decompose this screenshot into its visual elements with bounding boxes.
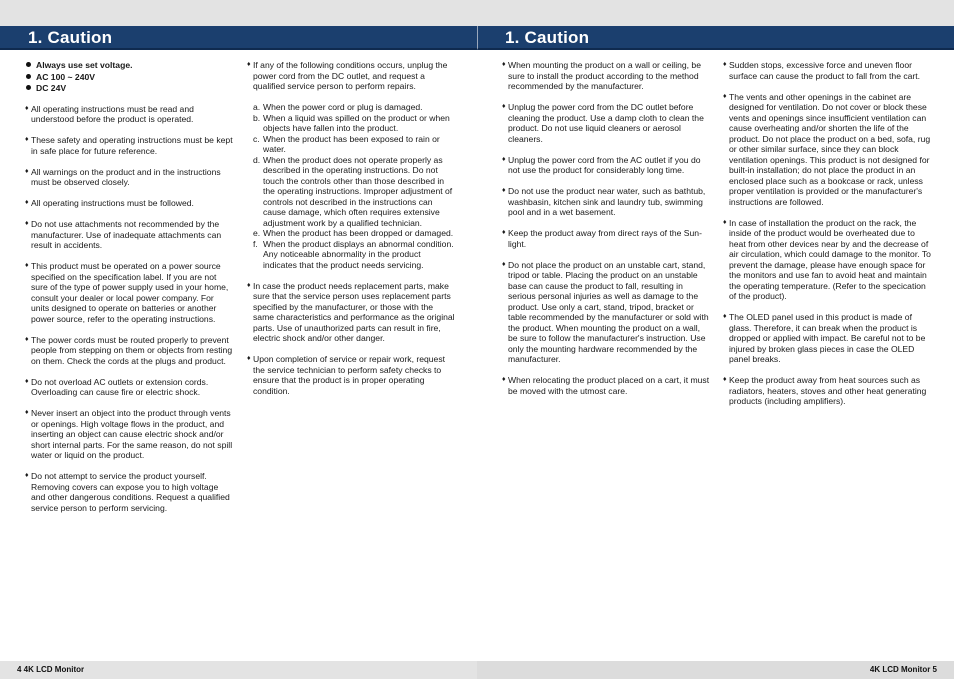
- diamond-bullet-icon: ♦: [247, 61, 251, 68]
- caution-item: ♦ If any of the following conditions occurs, unplug the power cord from the DC outlet, and request a qualified service person to perform repairs.: [247, 60, 448, 91]
- diamond-bullet-icon: ♦: [25, 167, 29, 175]
- footer-right-page-number: 4K LCD Monitor 5: [869, 665, 937, 674]
- caution-list-col4: [723, 60, 933, 407]
- caution-item: ♦ These safety and operating instructions must be kept in safe place for future reference.: [25, 135, 233, 156]
- condition-item: [253, 239, 455, 271]
- diamond-bullet-icon: ♦: [25, 262, 29, 269]
- condition-marker: f.: [253, 238, 258, 249]
- column-4: [723, 60, 933, 417]
- condition-item: [253, 113, 455, 134]
- condition-marker: e.: [253, 228, 261, 238]
- page-footer: [0, 661, 954, 679]
- caution-item: ♦ Do not use the product near water, such as bathtub, washbasin, kitchen sink and laundry tub, swimming pool and in a wet basement.: [502, 186, 706, 217]
- caution-item: ♦ Never insert an object into the product through vents or openings. High voltage flows in the product, and inserting an object can cause electric shock and/or short internal parts. For the same reason, do not spill water or liquid on the product.: [25, 408, 233, 460]
- diamond-bullet-icon: ♦: [723, 218, 727, 226]
- diamond-bullet-icon: ♦: [502, 187, 506, 194]
- condition-marker: c.: [253, 133, 260, 144]
- key-points-list: [25, 60, 233, 94]
- caution-item: ♦ Do not attempt to service the product yourself. Removing covers can expose you to high voltage and other dangerous conditions. Request a qualified service person to perform servicing.: [25, 471, 230, 513]
- caution-item: ♦ In case of installation the product on the rack, the inside of the product would be overheated due to heat from other devices near by and the decrease of air circulation, which could damage to the monitor. To prevent the damage, please have enough space for the monitors and use fan to avoid heat and maintain the operating temperature. (Refer to the specication of the product).: [723, 217, 931, 301]
- key-point-item: AC 100 ~ 240V: [25, 72, 233, 83]
- condition-item: [253, 134, 455, 155]
- condition-text: When the product does not operate properly as described in the operating instructions. Do not touch the controls other than those described in the operating instructions. Improper adjustment of controls not described in the instructions can cause damage, which often requires extensive adjustment work by a qualified technician.: [263, 154, 453, 228]
- diamond-bullet-icon: ♦: [502, 103, 506, 110]
- filled-circle-bullet-icon: [26, 74, 31, 79]
- caution-item: ♦ The power cords must be routed properly to prevent people from stepping on them or objects from resting on them. Check the cords at the plugs and product.: [25, 334, 233, 366]
- diamond-bullet-icon: ♦: [25, 220, 29, 227]
- condition-text: When the power cord or plug is damaged.: [263, 102, 423, 112]
- diamond-bullet-icon: ♦: [247, 281, 251, 289]
- diamond-bullet-icon: ♦: [25, 409, 29, 416]
- column-1: [25, 60, 233, 524]
- caution-item: ♦ Do not overload AC outlets or extension cords. Overloading can cause fire or electric shock.: [25, 376, 209, 397]
- caution-item: ♦ This product must be operated on a power source specified on the specification label. If you are not sure of the type of power supply used in your home, consult your dealer or local power company. For units designed to operate on batteries or another power source, refer to the operating instructions.: [25, 261, 229, 324]
- caution-item: ♦ When mounting the product on a wall or ceiling, be sure to install the product according to the method recommended by the manufacturer.: [502, 60, 701, 91]
- condition-marker: a.: [253, 102, 261, 112]
- page-title-left: 1. Caution: [28, 28, 113, 47]
- condition-text: When a liquid was spilled on the product or when objects have fallen into the product.: [263, 112, 450, 133]
- caution-item: ♦ All warnings on the product and in the instructions must be observed closely.: [25, 166, 221, 187]
- caution-item: ♦ Keep the product away from direct rays of the Sun-light.: [502, 228, 702, 249]
- caution-item: ♦ Do not place the product on an unstable cart, stand, tripod or table. Placing the product on an unstable base can cause the product to fall, resulting in serious personal injuries as well as damage to the product. Use only a cart, stand, tripod, bracket or table recommended by the manufacturer or sold with the product. When mounting the product on a wall, be sure to follow the manufacturer's instruction. Use only the mounting hardware recommended by the manufacturer.: [502, 259, 709, 364]
- top-band: [0, 0, 954, 26]
- caution-list-col1: [25, 104, 233, 514]
- diamond-bullet-icon: ♦: [723, 92, 727, 100]
- diamond-bullet-icon: ♦: [247, 355, 251, 362]
- column-2: [247, 60, 455, 407]
- caution-item: ♦ Unplug the power cord from the DC outlet before cleaning the product. Use a damp cloth to clean the product. Do not use liquid cleaners or aerosol cleaners.: [502, 102, 704, 144]
- diamond-bullet-icon: ♦: [723, 313, 727, 320]
- footer-left-page-number: 4 4K LCD Monitor: [17, 665, 85, 674]
- caution-item: ♦ Sudden stops, excessive force and uneven floor surface can cause the product to fall from the cart.: [723, 60, 921, 81]
- right-title-bar: [477, 26, 954, 50]
- filled-circle-bullet-icon: [26, 62, 31, 67]
- key-point-item: Always use set voltage.: [25, 60, 233, 71]
- diamond-bullet-icon: ♦: [25, 136, 29, 143]
- diamond-bullet-icon: ♦: [25, 472, 29, 479]
- diamond-bullet-icon: ♦: [502, 61, 506, 68]
- diamond-bullet-icon: ♦: [502, 155, 506, 163]
- caution-list-col2: [247, 281, 455, 397]
- key-point-item: DC 24V: [25, 83, 233, 94]
- condition-item: [253, 228, 455, 239]
- caution-item: ♦ Keep the product away from heat sources such as radiators, heaters, stoves and other heat generating products (including amplifiers).: [723, 375, 927, 406]
- caution-item: ♦ All operating instructions must be followed.: [25, 198, 194, 208]
- diamond-bullet-icon: ♦: [25, 199, 29, 206]
- page-title-right: 1. Caution: [505, 28, 590, 47]
- diamond-bullet-icon: ♦: [25, 377, 29, 385]
- caution-item: ♦ All operating instructions must be read and understood before the product is operated.: [25, 103, 194, 124]
- left-title-bar: [0, 26, 477, 50]
- caution-item: ♦ In case the product needs replacement parts, make sure that the service person uses replacement parts specified by the manufacturer, or those with the same characteristics and performance as the original parts. Use of unauthorized parts can result in fire, electric shock and/or other danger.: [247, 280, 455, 343]
- caution-item: ♦ Unplug the power cord from the AC outlet if you do not use the product for considerably long time.: [502, 154, 701, 175]
- condition-text: When the product has been exposed to rain or water.: [263, 133, 440, 154]
- diamond-bullet-icon: ♦: [502, 376, 506, 383]
- caution-item: ♦ Do not use attachments not recommended by the manufacturer. Use of inadequate attachments can result in accidents.: [25, 219, 222, 250]
- caution-item: ♦ The OLED panel used in this product is made of glass. Therefore, it can break when the product is dropped or applied with impact. Be careful not to be injured by broken glass pieces in case the OLED panel breaks.: [723, 312, 926, 364]
- diamond-bullet-icon: ♦: [502, 260, 506, 268]
- filled-circle-bullet-icon: [26, 85, 31, 90]
- condition-text: When the product has been dropped or damaged.: [263, 228, 454, 238]
- diamond-bullet-icon: ♦: [723, 376, 727, 383]
- diamond-bullet-icon: ♦: [502, 229, 506, 236]
- caution-item: ♦ The vents and other openings in the cabinet are designed for ventilation. Do not cover or block these vents and openings since insufficient ventilation can cause overheating and/or shorten the life of the product. Do not place the product on a bed, sofa, rug or other similar surface, since they can block ventilation openings. This product is not designed for built-in installation; do not place the product in an enclosed place such as a bookcase or rack, unless proper ventilation is provided or the manufacturer's instructions are followed.: [723, 91, 931, 207]
- caution-item: ♦ Upon completion of service or repair work, request the service technician to perform safety checks to ensure that the product is in proper operating condition.: [247, 354, 446, 396]
- condition-marker: b.: [253, 112, 261, 123]
- caution-item: ♦ When relocating the product placed on a cart, it must be moved with the utmost care.: [502, 375, 710, 396]
- diamond-bullet-icon: ♦: [25, 104, 29, 112]
- conditions-list: [253, 102, 455, 270]
- column-3: [502, 60, 710, 407]
- diamond-bullet-icon: ♦: [723, 61, 727, 68]
- caution-list-col3: [502, 60, 710, 396]
- condition-text: When the product displays an abnormal condition. Any noticeable abnormality in the product indicates that the product needs servicing.: [263, 238, 454, 270]
- condition-item: [253, 102, 455, 113]
- condition-item: [253, 155, 455, 229]
- diamond-bullet-icon: ♦: [25, 335, 29, 343]
- condition-marker: d.: [253, 154, 261, 165]
